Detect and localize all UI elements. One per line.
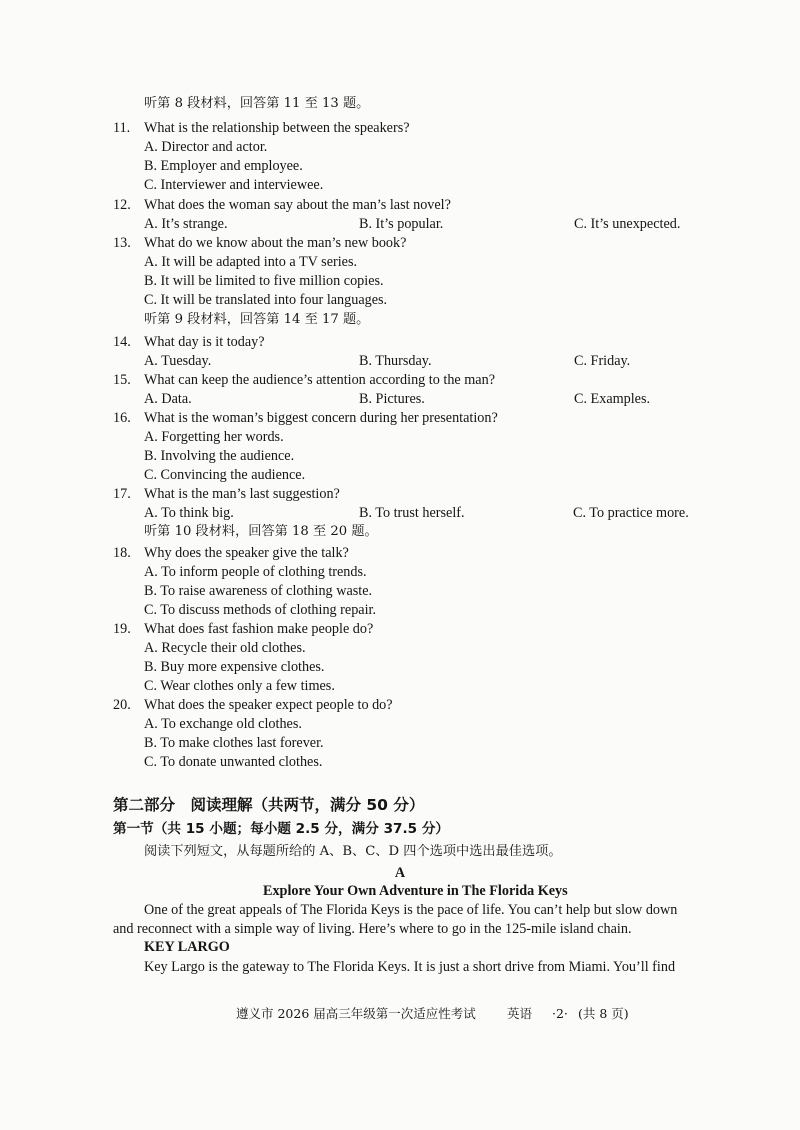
question-14-option-c: C. Friday.	[574, 353, 631, 369]
passage-paragraph-2-line-1: Key Largo is the gateway to The Florida Keys. It is just a short drive from Miami. You’ll find	[144, 959, 676, 975]
section-one-heading: 第一节（共 15 小题；每小题 2.5 分，满分 37.5 分）	[113, 821, 450, 837]
footer-exam-name: 遵义市 2026 届高三年级第一次适应性考试	[236, 1006, 476, 1021]
question-14-option-a: A. Tuesday.	[144, 353, 212, 369]
section-heading-9: 听第 9 段材料，回答第 14 至 17 题。	[144, 312, 370, 327]
question-20-number: 20.	[113, 697, 131, 713]
question-12-option-c: C. It’s unexpected.	[574, 216, 681, 232]
footer-total-pages: (共 8 页)	[578, 1006, 629, 1021]
question-19-number: 19.	[113, 621, 131, 637]
question-17-number: 17.	[113, 486, 131, 502]
question-13-option-b: B. It will be limited to five million copies.	[144, 273, 384, 289]
question-19-stem: What does fast fashion make people do?	[144, 621, 374, 637]
question-12-stem: What does the woman say about the man’s last novel?	[144, 197, 451, 213]
question-20-option-c: C. To donate unwanted clothes.	[144, 754, 323, 770]
question-19-option-b: B. Buy more expensive clothes.	[144, 659, 325, 675]
question-20-option-b: B. To make clothes last forever.	[144, 735, 324, 751]
question-15-option-a: A. Data.	[144, 391, 192, 407]
reading-instruction: 阅读下列短文，从每题所给的 A、B、C、D 四个选项中选出最佳选项。	[144, 844, 562, 859]
question-18-option-c: C. To discuss methods of clothing repair.	[144, 602, 377, 618]
passage-paragraph-1-line-1: One of the great appeals of The Florida Keys is the pace of life. You can’t help but slow down	[144, 902, 678, 918]
question-18-stem: Why does the speaker give the talk?	[144, 545, 349, 561]
question-19-option-c: C. Wear clothes only a few times.	[144, 678, 335, 694]
question-15-number: 15.	[113, 372, 131, 388]
question-11-option-a: A. Director and actor.	[144, 139, 268, 155]
question-13-stem: What do we know about the man’s new book?	[144, 235, 407, 251]
passage-paragraph-1-line-2: and reconnect with a simple way of living. Here’s where to go in the 125-mile island chain.	[113, 921, 632, 937]
question-12-number: 12.	[113, 197, 131, 213]
question-15-option-b: B. Pictures.	[359, 391, 425, 407]
question-18-number: 18.	[113, 545, 131, 561]
question-17-option-c: C. To practice more.	[573, 505, 689, 521]
question-12-option-a: A. It’s strange.	[144, 216, 228, 232]
question-11-number: 11.	[113, 120, 131, 136]
question-17-option-b: B. To trust herself.	[359, 505, 465, 521]
question-20-option-a: A. To exchange old clothes.	[144, 716, 302, 732]
question-20-stem: What does the speaker expect people to do?	[144, 697, 393, 713]
question-17-option-a: A. To think big.	[144, 505, 234, 521]
question-16-option-c: C. Convincing the audience.	[144, 467, 306, 483]
footer-page-number: ·2·	[552, 1006, 568, 1021]
section-heading-10: 听第 10 段材料，回答第 18 至 20 题。	[144, 524, 378, 539]
question-14-stem: What day is it today?	[144, 334, 265, 350]
question-11-option-c: C. Interviewer and interviewee.	[144, 177, 324, 193]
question-12-option-b: B. It’s popular.	[359, 216, 444, 232]
question-13-number: 13.	[113, 235, 131, 251]
question-16-number: 16.	[113, 410, 131, 426]
footer-subject: 英语	[507, 1006, 533, 1021]
question-17-stem: What is the man’s last suggestion?	[144, 486, 340, 502]
question-14-number: 14.	[113, 334, 131, 350]
question-19-option-a: A. Recycle their old clothes.	[144, 640, 306, 656]
question-16-stem: What is the woman’s biggest concern during her presentation?	[144, 410, 498, 426]
question-13-option-c: C. It will be translated into four languages.	[144, 292, 388, 308]
question-14-option-b: B. Thursday.	[359, 353, 432, 369]
question-16-option-a: A. Forgetting her words.	[144, 429, 284, 445]
question-13-option-a: A. It will be adapted into a TV series.	[144, 254, 358, 270]
question-11-stem: What is the relationship between the speakers?	[144, 120, 410, 136]
passage-letter: A	[394, 865, 406, 881]
passage-title: Explore Your Own Adventure in The Florida Keys	[263, 883, 568, 899]
section-heading-8: 听第 8 段材料，回答第 11 至 13 题。	[144, 96, 370, 111]
key-largo-subheading: KEY LARGO	[144, 939, 230, 955]
question-18-option-a: A. To inform people of clothing trends.	[144, 564, 367, 580]
question-16-option-b: B. Involving the audience.	[144, 448, 295, 464]
question-18-option-b: B. To raise awareness of clothing waste.	[144, 583, 373, 599]
question-15-stem: What can keep the audience’s attention according to the man?	[144, 372, 495, 388]
question-11-option-b: B. Employer and employee.	[144, 158, 303, 174]
part-two-title: 第二部分 阅读理解（共两节，满分 50 分）	[113, 796, 425, 814]
question-15-option-c: C. Examples.	[574, 391, 651, 407]
